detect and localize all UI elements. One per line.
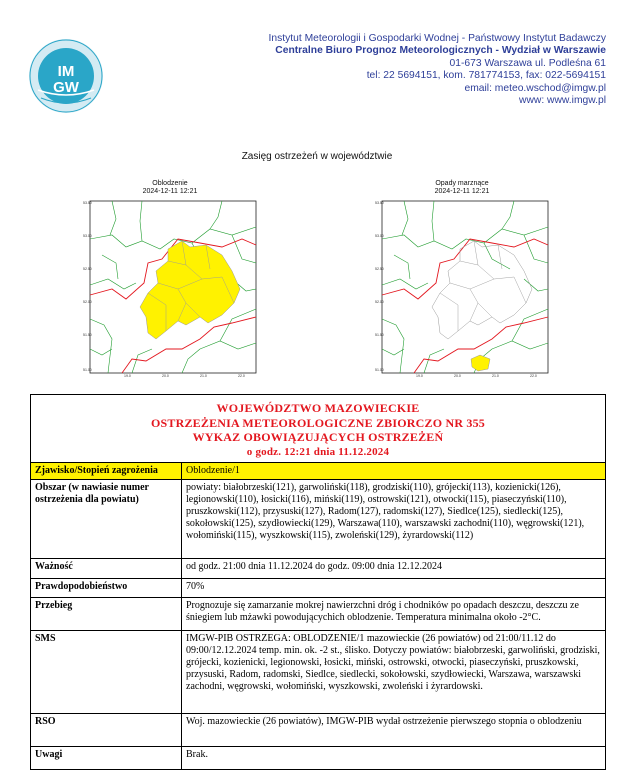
org-line-department: Centralne Biuro Prognoz Meteorologicznych - Wydział w Warszawie xyxy=(275,45,606,57)
report-heading xyxy=(31,395,606,463)
map-left-name: Oblodzenie xyxy=(152,180,188,187)
organization-info xyxy=(186,33,606,107)
org-line-address: 01-673 Warszawa ul. Podleśna 61 xyxy=(449,57,606,69)
row-value: od godz. 21:00 dnia 11.12.2024 do godz. 09:00 dnia 12.12.2024 xyxy=(182,559,606,579)
svg-text:51.50: 51.50 xyxy=(375,333,384,337)
svg-text:51.50: 51.50 xyxy=(83,333,92,337)
map-right-date: 2024-12-11 12:21 xyxy=(434,188,490,195)
table-row-course xyxy=(31,598,606,631)
row-label: Ważność xyxy=(31,559,182,579)
org-line-phone: tel: 22 5694151, kom. 781774153, fax: 022-5694151 xyxy=(366,70,606,82)
logo-text-top: IM xyxy=(57,63,75,80)
svg-text:51.00: 51.00 xyxy=(375,368,384,372)
svg-text:22.0: 22.0 xyxy=(238,374,245,377)
svg-text:53.50: 53.50 xyxy=(375,201,384,205)
svg-text:21.0: 21.0 xyxy=(492,374,499,377)
row-label: Przebieg xyxy=(31,598,182,631)
row-value: Oblodzenie/1 xyxy=(182,463,606,480)
map-left-svg xyxy=(82,199,258,377)
row-value: Prognozuje się zamarzanie mokrej nawierzchni dróg i chodników po opadach deszczu, deszczu ze śniegiem lub mżawki powodującychich oblodzenie. Temperatura minimalna około -2°C. xyxy=(182,598,606,631)
svg-text:21.0: 21.0 xyxy=(200,374,207,377)
svg-text:20.0: 20.0 xyxy=(454,374,461,377)
org-line-email[interactable]: email: meteo.wschod@imgw.pl xyxy=(464,82,606,94)
report-title-date: o godz. 12:21 dnia 11.12.2024 xyxy=(246,445,390,458)
table-row-phenomenon xyxy=(31,463,606,480)
row-value: Brak. xyxy=(182,747,606,770)
org-line-institute: Instytut Meteorologii i Gospodarki Wodnej - Państwowy Instytut Badawczy xyxy=(268,33,606,44)
svg-text:22.0: 22.0 xyxy=(530,374,537,377)
table-row-sms xyxy=(31,631,606,714)
svg-text:51.00: 51.00 xyxy=(83,368,92,372)
table-row-rso xyxy=(31,714,606,747)
row-label: SMS xyxy=(31,631,182,714)
row-label: Zjawisko/Stopień zagrożenia xyxy=(31,463,182,480)
svg-text:53.00: 53.00 xyxy=(375,234,384,238)
svg-text:19.0: 19.0 xyxy=(416,374,423,377)
row-label: Uwagi xyxy=(31,747,182,770)
svg-text:53.50: 53.50 xyxy=(83,201,92,205)
map-left-date: 2024-12-11 12:21 xyxy=(142,188,198,195)
logo-text-bottom: GW xyxy=(53,79,79,96)
table-row-validity xyxy=(31,559,606,579)
maps-title: Zasięg ostrzeżeń w województwie xyxy=(241,151,393,162)
table-row-area xyxy=(31,480,606,559)
row-label: RSO xyxy=(31,714,182,747)
imgw-logo xyxy=(28,38,104,114)
report-title-list: WYKAZ OBOWIĄZUJĄCYCH OSTRZEŻEŃ xyxy=(192,430,444,444)
svg-text:53.00: 53.00 xyxy=(83,234,92,238)
map-oblodzenie xyxy=(82,180,258,377)
row-value: Woj. mazowieckie (26 powiatów), IMGW-PIB wydał ostrzeżenie pierwszego stopnia o oblodzeniu xyxy=(182,714,606,747)
row-value: 70% xyxy=(182,579,606,598)
row-value: IMGW-PIB OSTRZEGA: OBLODZENIE/1 mazowieckie (26 powiatów) od 21:00/11.12 do 09:00/12.12.2024 temp. min. ok. -2 st., ślisko. Dotyczy powiatów: białobrzeski, garwoliński, grodziski, grójecki, kozienicki, legionowski, łosicki, miński, ostrowski, otwocki, piaseczyński, pruszkowski, przysuski, Radom, radomski, Siedlce, siedlecki, sokołowski, szydłowiecki, Warszawa, warszawski zachodni, węgrowski, wołomiński, wyszkowski, zwoleński i żyrardowski. xyxy=(182,631,606,714)
map-right-name: Opady marznące xyxy=(435,180,489,187)
svg-text:20.0: 20.0 xyxy=(162,374,169,377)
report-title-number: OSTRZEŻENIA METEOROLOGICZNE ZBIORCZO NR 355 xyxy=(150,415,485,430)
svg-text:52.50: 52.50 xyxy=(83,267,92,271)
svg-text:19.0: 19.0 xyxy=(124,374,131,377)
org-line-www[interactable]: www: www.imgw.pl xyxy=(519,95,606,107)
map-right-svg xyxy=(374,199,550,377)
svg-text:52.50: 52.50 xyxy=(375,267,384,271)
report-title-voivodeship: WOJEWÓDZTWO MAZOWIECKIE xyxy=(216,401,420,415)
row-label: Obszar (w nawiasie numer ostrzeżenia dla powiatu) xyxy=(31,480,182,559)
map-opady-marzniace xyxy=(374,180,550,377)
warnings-table xyxy=(30,394,606,770)
table-row-remarks xyxy=(31,747,606,770)
svg-text:52.00: 52.00 xyxy=(375,300,384,304)
table-row-probability xyxy=(31,579,606,598)
row-value: powiaty: białobrzeski(121), garwoliński(118), grodziski(110), grójecki(113), kozienicki(126), legionowski(110), łosicki(116), miński(119), ostrowski(121), otwocki(115), piaseczyński(110), pruszkowski(112), przysuski(127), Radom(127), radomski(127), Siedlce(125), siedlecki(125), sokołowski(125), szydłowiecki(129), Warszawa(110), warszawski zachodni(110), węgrowski(121), wołomiński(115), wyszkowski(115), zwoleński(129), żyrardowski(112) xyxy=(182,480,606,559)
svg-text:52.00: 52.00 xyxy=(83,300,92,304)
row-label: Prawdopodobieństwo xyxy=(31,579,182,598)
